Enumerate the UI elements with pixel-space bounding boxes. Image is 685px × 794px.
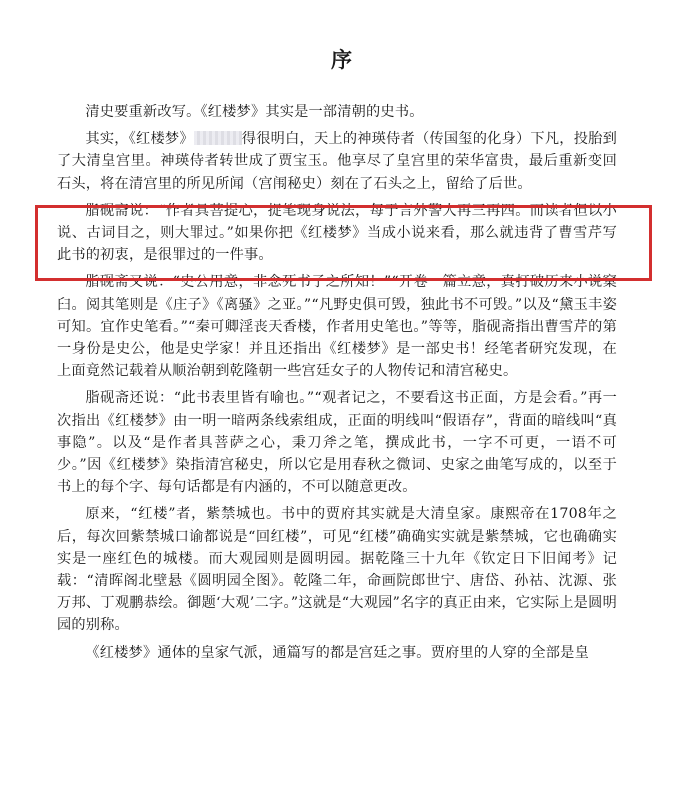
paragraph-1: 清史要重新改写。《红楼梦》其实是一部清朝的史书。 [85, 104, 424, 120]
page-title: 序 [331, 47, 354, 72]
paragraph-2-rest: 得很明白，天上的神瑛侍者（传国玺的化身）下凡，投胎到了大清皇宫里。神瑛侍者转世成了贾宝玉。他享尽了皇宫里的荣华富贵，最后重新变回石头，将在清宫里的所见所闻（宫闱秘史）刻在了石头之上，留给了后世。 [57, 131, 617, 192]
body-text [57, 101, 617, 669]
paragraph-7: 《红楼梦》通体的皇家气派，通篇写的都是宫廷之事。贾府里的人穿的全部是皇 [85, 644, 589, 661]
blurred-redaction [194, 131, 242, 145]
paragraph-4: 脂砚斋又说：“史公用意，非念死书子之所知！”“开卷一篇立意，真打破历来小说窠臼。阅其笔则是《庄子》《离骚》之亚。”“凡野史俱可毁，独此书不可毁。”以及“黛玉丰姿可知。宜作史笔看。”“秦可卿淫丧天香楼，作者用史笔也。”等等，脂砚斋指出曹雪芹的第一身份是史公，他是史学家！并且还指出《红楼梦》是一部史书！经笔者研究发现，在上面竟然记载着从顺治朝到乾隆朝一些宫廷女子的人物传记和清宫秘史。 [57, 274, 617, 380]
paragraph-2 [57, 128, 617, 195]
paragraph-5: 脂砚斋还说：“此书表里皆有喻也。”“观者记之，不要看这书正面，方是会看。”再一次指出《红楼梦》由一明一暗两条线索组成，正面的明线叫“假语存”，背面的暗线叫“真事隐”。以及“是作者具菩萨之心，秉刀斧之笔，撰成此书，一字不可更，一语不可少。”因《红楼梦》染指清宫秘史，所以它是用春秋之微词、史家之曲笔写成的，以至于书上的每个字、每句话都是有内涵的，不可以随意更改。 [57, 390, 617, 496]
paragraph-3-highlighted: 脂砚斋说：“作者具菩提心，捉笔现身说法，每于言外警人再三再四。而读者但以小说、古词目之，则大罪过。”如果你把《红楼梦》当成小说来看，那么就违背了曹雪芹写此书的初衷，是很罪过的一件事。 [57, 202, 617, 264]
paragraph-6: 原来，“红楼”者，紫禁城也。书中的贾府其实就是大清皇家。康熙帝在1708年之后，每次回紫禁城口谕都说是“回红楼”，可见“红楼”确确实实就是紫禁城，它也确确实实是一座红色的城楼。而大观园则是圆明园。据乾隆三十九年《钦定日下旧闻考》记载：“清晖阁北壁悬《圆明园全图》。乾隆二年，命画院郎世宁、唐岱、孙祜、沈源、张万邦、丁观鹏恭绘。御题‘大观’二字。”这就是“大观园”名字的真正由来，它实际上是圆明园的别称。 [57, 506, 617, 634]
paragraph-2-start: 其实，《红楼梦》 [85, 131, 194, 148]
